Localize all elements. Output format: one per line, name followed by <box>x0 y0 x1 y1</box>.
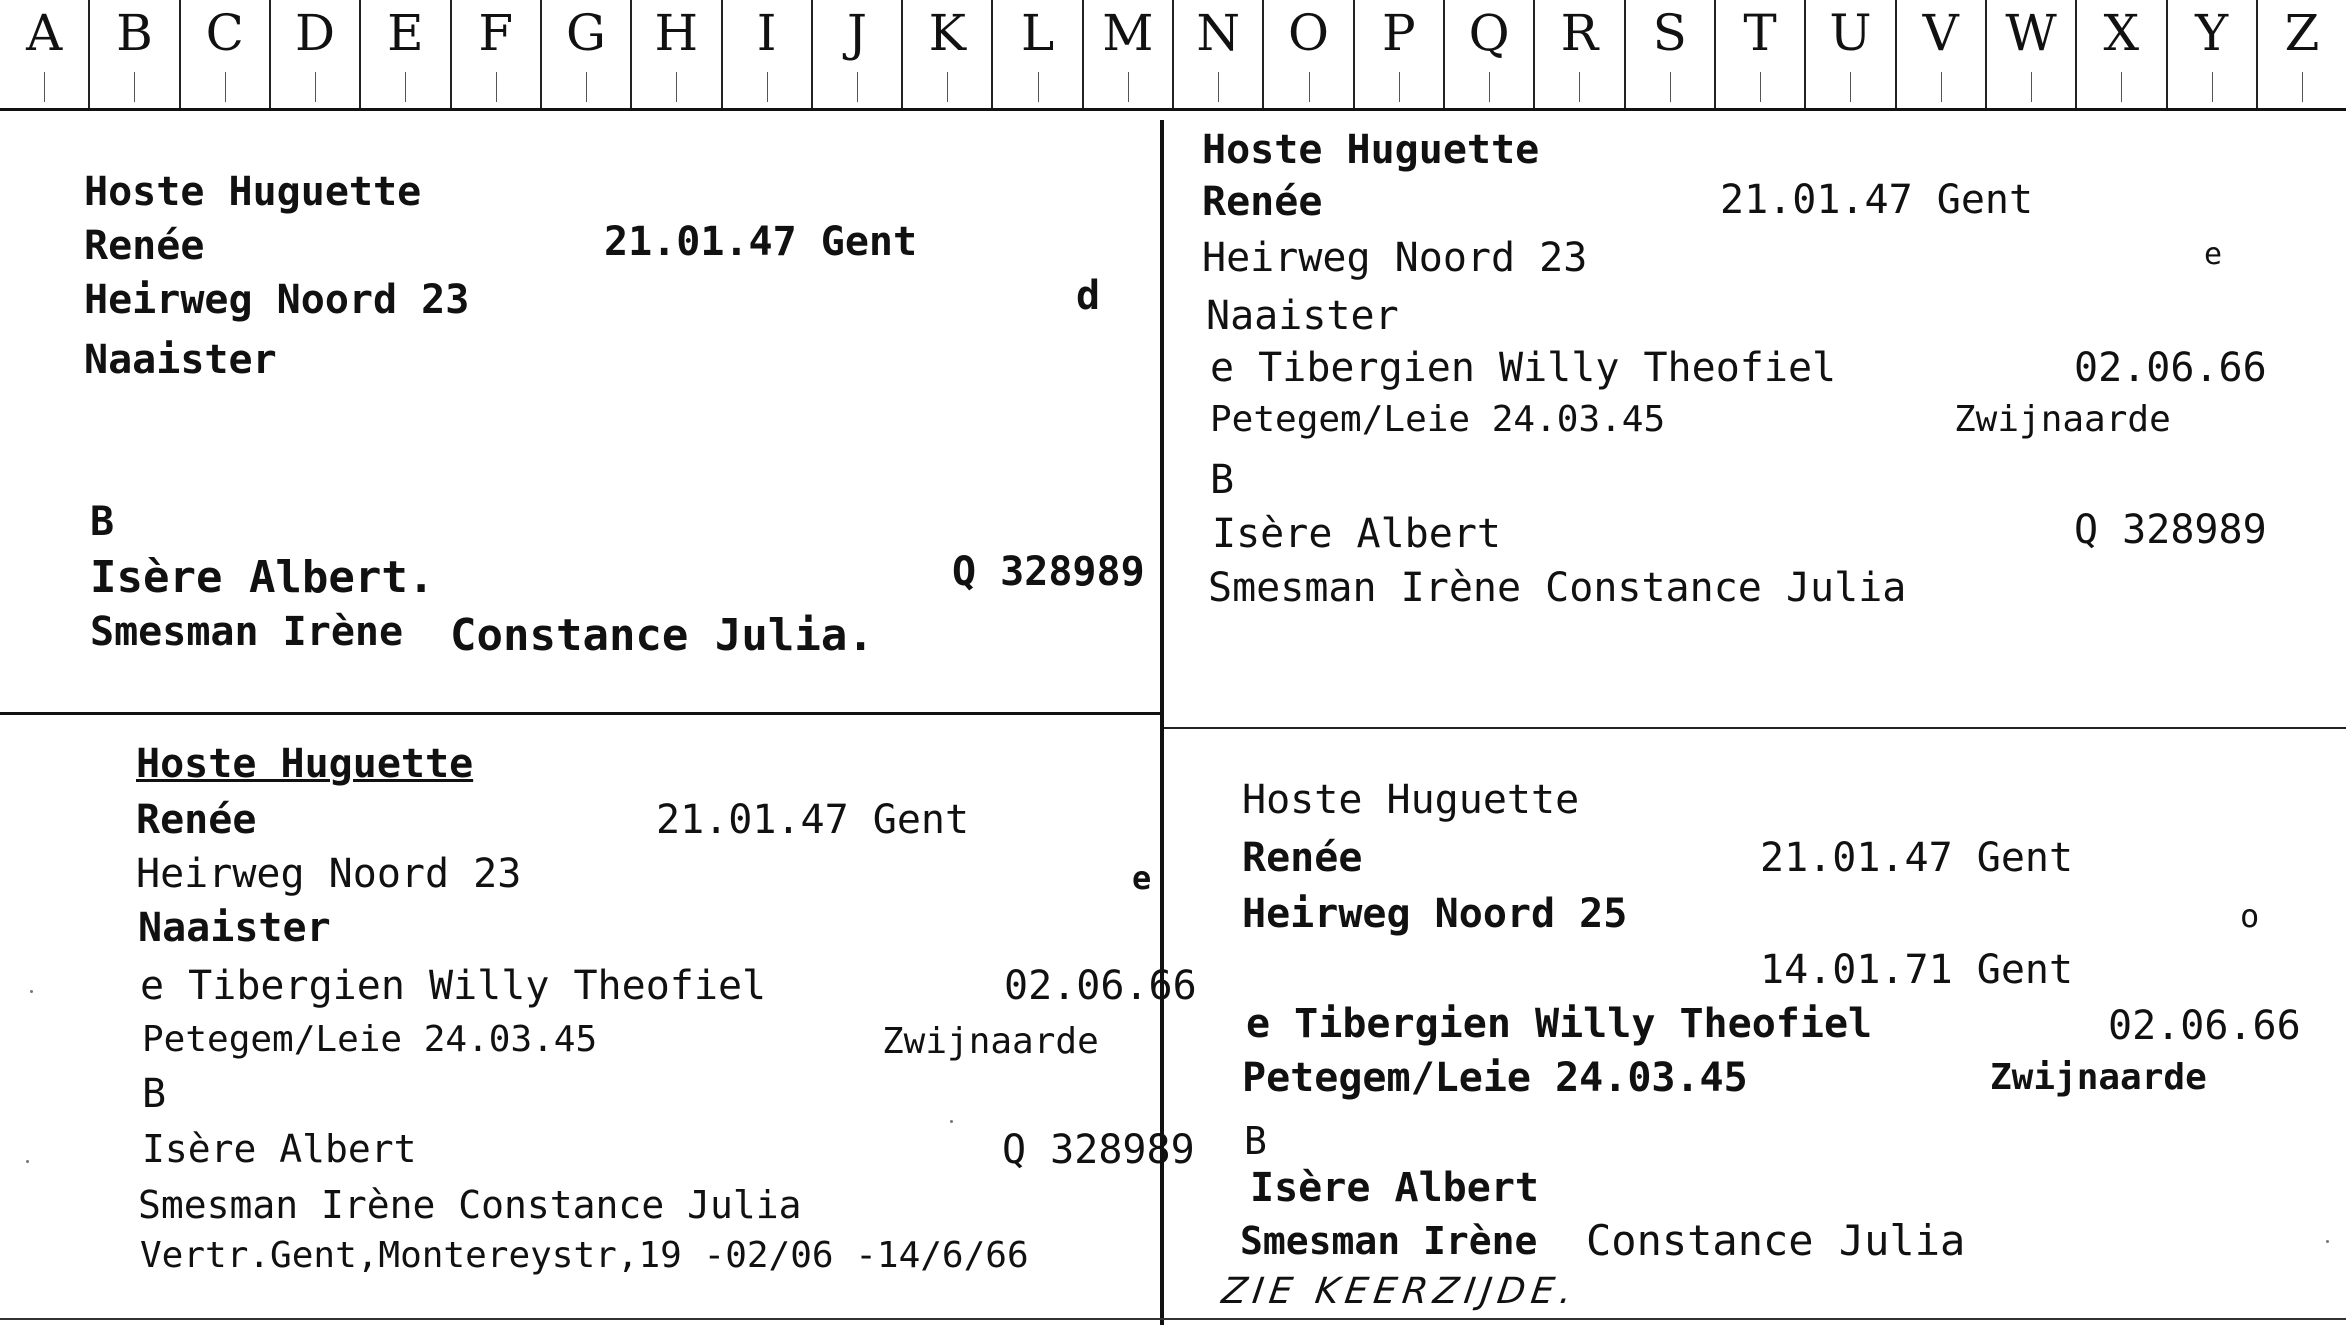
card-mark: d <box>1076 273 1101 319</box>
scan-speck <box>30 990 33 993</box>
alphabet-letter-s: S <box>1626 0 1716 108</box>
alphabet-letter-c: C <box>181 0 271 108</box>
card-mother: Smesman Irène Constance Julia <box>138 1183 802 1227</box>
card-horizontal-divider-right <box>1164 727 2346 729</box>
card-spouse-birth: Petegem/Leie 24.03.45 <box>1242 1055 1748 1101</box>
card-address: Heirweg Noord 23 <box>84 277 470 323</box>
card-mark: e <box>2204 237 2223 272</box>
card-file-number: Q 328989 <box>952 549 1145 595</box>
card-name: Hoste Huguette <box>1242 777 1580 823</box>
card-birth: 21.01.47 Gent <box>656 797 970 843</box>
card-spouse: e Tibergien Willy Theofiel <box>1246 1001 1873 1047</box>
card-first-name: Renée <box>1202 179 1323 225</box>
alphabet-letter-a: A <box>0 0 90 108</box>
card-address: Heirweg Noord 25 <box>1242 891 1628 937</box>
card-marriage-date: 02.06.66 <box>2108 1003 2301 1049</box>
card-file-number: Q 328989 <box>1002 1127 1195 1173</box>
card-name: Hoste Huguette <box>136 741 474 787</box>
card-mark: e <box>1132 859 1152 897</box>
alphabet-letter-o: O <box>1264 0 1354 108</box>
alphabet-letter-u: U <box>1806 0 1896 108</box>
alphabet-letter-i: I <box>723 0 813 108</box>
card-mother: Smesman Irène Constance Julia <box>1208 565 1907 611</box>
card-first-name: Renée <box>136 797 257 843</box>
scan-speck <box>2326 1240 2329 1243</box>
card-occupation: Naaister <box>1206 293 1399 339</box>
alphabet-letter-h: H <box>632 0 722 108</box>
alphabet-letter-w: W <box>1987 0 2077 108</box>
card-mother-part1: Smesman Irène <box>1240 1219 1538 1263</box>
alphabet-letter-l: L <box>993 0 1083 108</box>
alphabet-letter-z: Z <box>2258 0 2346 108</box>
alphabet-letter-x: X <box>2077 0 2167 108</box>
scan-speck <box>950 1120 953 1123</box>
card-name: Hoste Huguette <box>1202 127 1540 173</box>
card-file-number: Q 328989 <box>2074 507 2267 553</box>
card-father: Isère Albert <box>1212 511 1501 557</box>
card-father: Isère Albert. <box>90 552 435 603</box>
alphabet-letter-f: F <box>452 0 542 108</box>
card-spouse: e Tibergien Willy Theofiel <box>140 963 767 1009</box>
card-occupation: Naaister <box>84 337 277 383</box>
card-mark: o <box>2240 897 2260 935</box>
alphabet-letter-g: G <box>542 0 632 108</box>
card-spouse: e Tibergien Willy Theofiel <box>1210 345 1837 391</box>
card-occupation: Naaister <box>138 905 331 951</box>
card-father: Isère Albert <box>1250 1165 1539 1211</box>
card-code-b: B <box>1244 1119 1267 1163</box>
card-marriage-place: Zwijnaarde <box>1954 399 2171 440</box>
alphabet-letter-v: V <box>1897 0 1987 108</box>
alphabet-letter-m: M <box>1084 0 1174 108</box>
alphabet-letter-p: P <box>1355 0 1445 108</box>
handwritten-note: ZIE KEERZIJDE. <box>1219 1271 1581 1312</box>
card-code-b: B <box>142 1071 167 1117</box>
alphabet-letter-r: R <box>1535 0 1625 108</box>
card-first-name: Renée <box>84 223 205 269</box>
card-marriage-date: 02.06.66 <box>1004 963 1197 1009</box>
card-birth: 21.01.47 Gent <box>604 219 918 265</box>
alphabet-letter-k: K <box>903 0 993 108</box>
card-marriage-date: 02.06.66 <box>2074 345 2267 391</box>
alphabet-letter-d: D <box>271 0 361 108</box>
card-code-b: B <box>90 499 115 545</box>
card-mother-part1: Smesman Irène <box>90 609 404 655</box>
card-second-date: 14.01.71 Gent <box>1760 947 2074 993</box>
card-name: Hoste Huguette <box>84 169 422 215</box>
card-mother-part2: Constance Julia. <box>450 610 874 661</box>
alphabet-letter-t: T <box>1716 0 1806 108</box>
card-mother-part2: Constance Julia <box>1586 1216 1966 1265</box>
card-spouse-birth: Petegem/Leie 24.03.45 <box>1210 399 1666 440</box>
alphabet-letter-n: N <box>1174 0 1264 108</box>
bottom-rule <box>0 1318 2346 1320</box>
alphabet-letter-b: B <box>90 0 180 108</box>
alphabet-letter-j: J <box>813 0 903 108</box>
card-code-b: B <box>1210 457 1235 503</box>
card-marriage-place: Zwijnaarde <box>882 1021 1099 1062</box>
card-address: Heirweg Noord 23 <box>1202 235 1588 281</box>
card-birth: 21.01.47 Gent <box>1720 177 2034 223</box>
card-spouse-birth: Petegem/Leie 24.03.45 <box>142 1019 598 1060</box>
card-departure-note: Vertr.Gent,Montereystr,19 -02/06 -14/6/66 <box>140 1235 1029 1276</box>
card-address: Heirweg Noord 23 <box>136 851 522 897</box>
alphabet-letter-y: Y <box>2168 0 2258 108</box>
alphabet-letter-e: E <box>361 0 451 108</box>
card-father: Isère Albert <box>142 1127 417 1171</box>
alphabet-index-strip <box>0 0 2346 111</box>
card-birth: 21.01.47 Gent <box>1760 835 2074 881</box>
scan-speck <box>26 1160 29 1163</box>
alphabet-letter-q: Q <box>1445 0 1535 108</box>
card-horizontal-divider-left <box>0 712 1160 715</box>
card-marriage-place: Zwijnaarde <box>1990 1057 2207 1098</box>
card-first-name: Renée <box>1242 835 1363 881</box>
